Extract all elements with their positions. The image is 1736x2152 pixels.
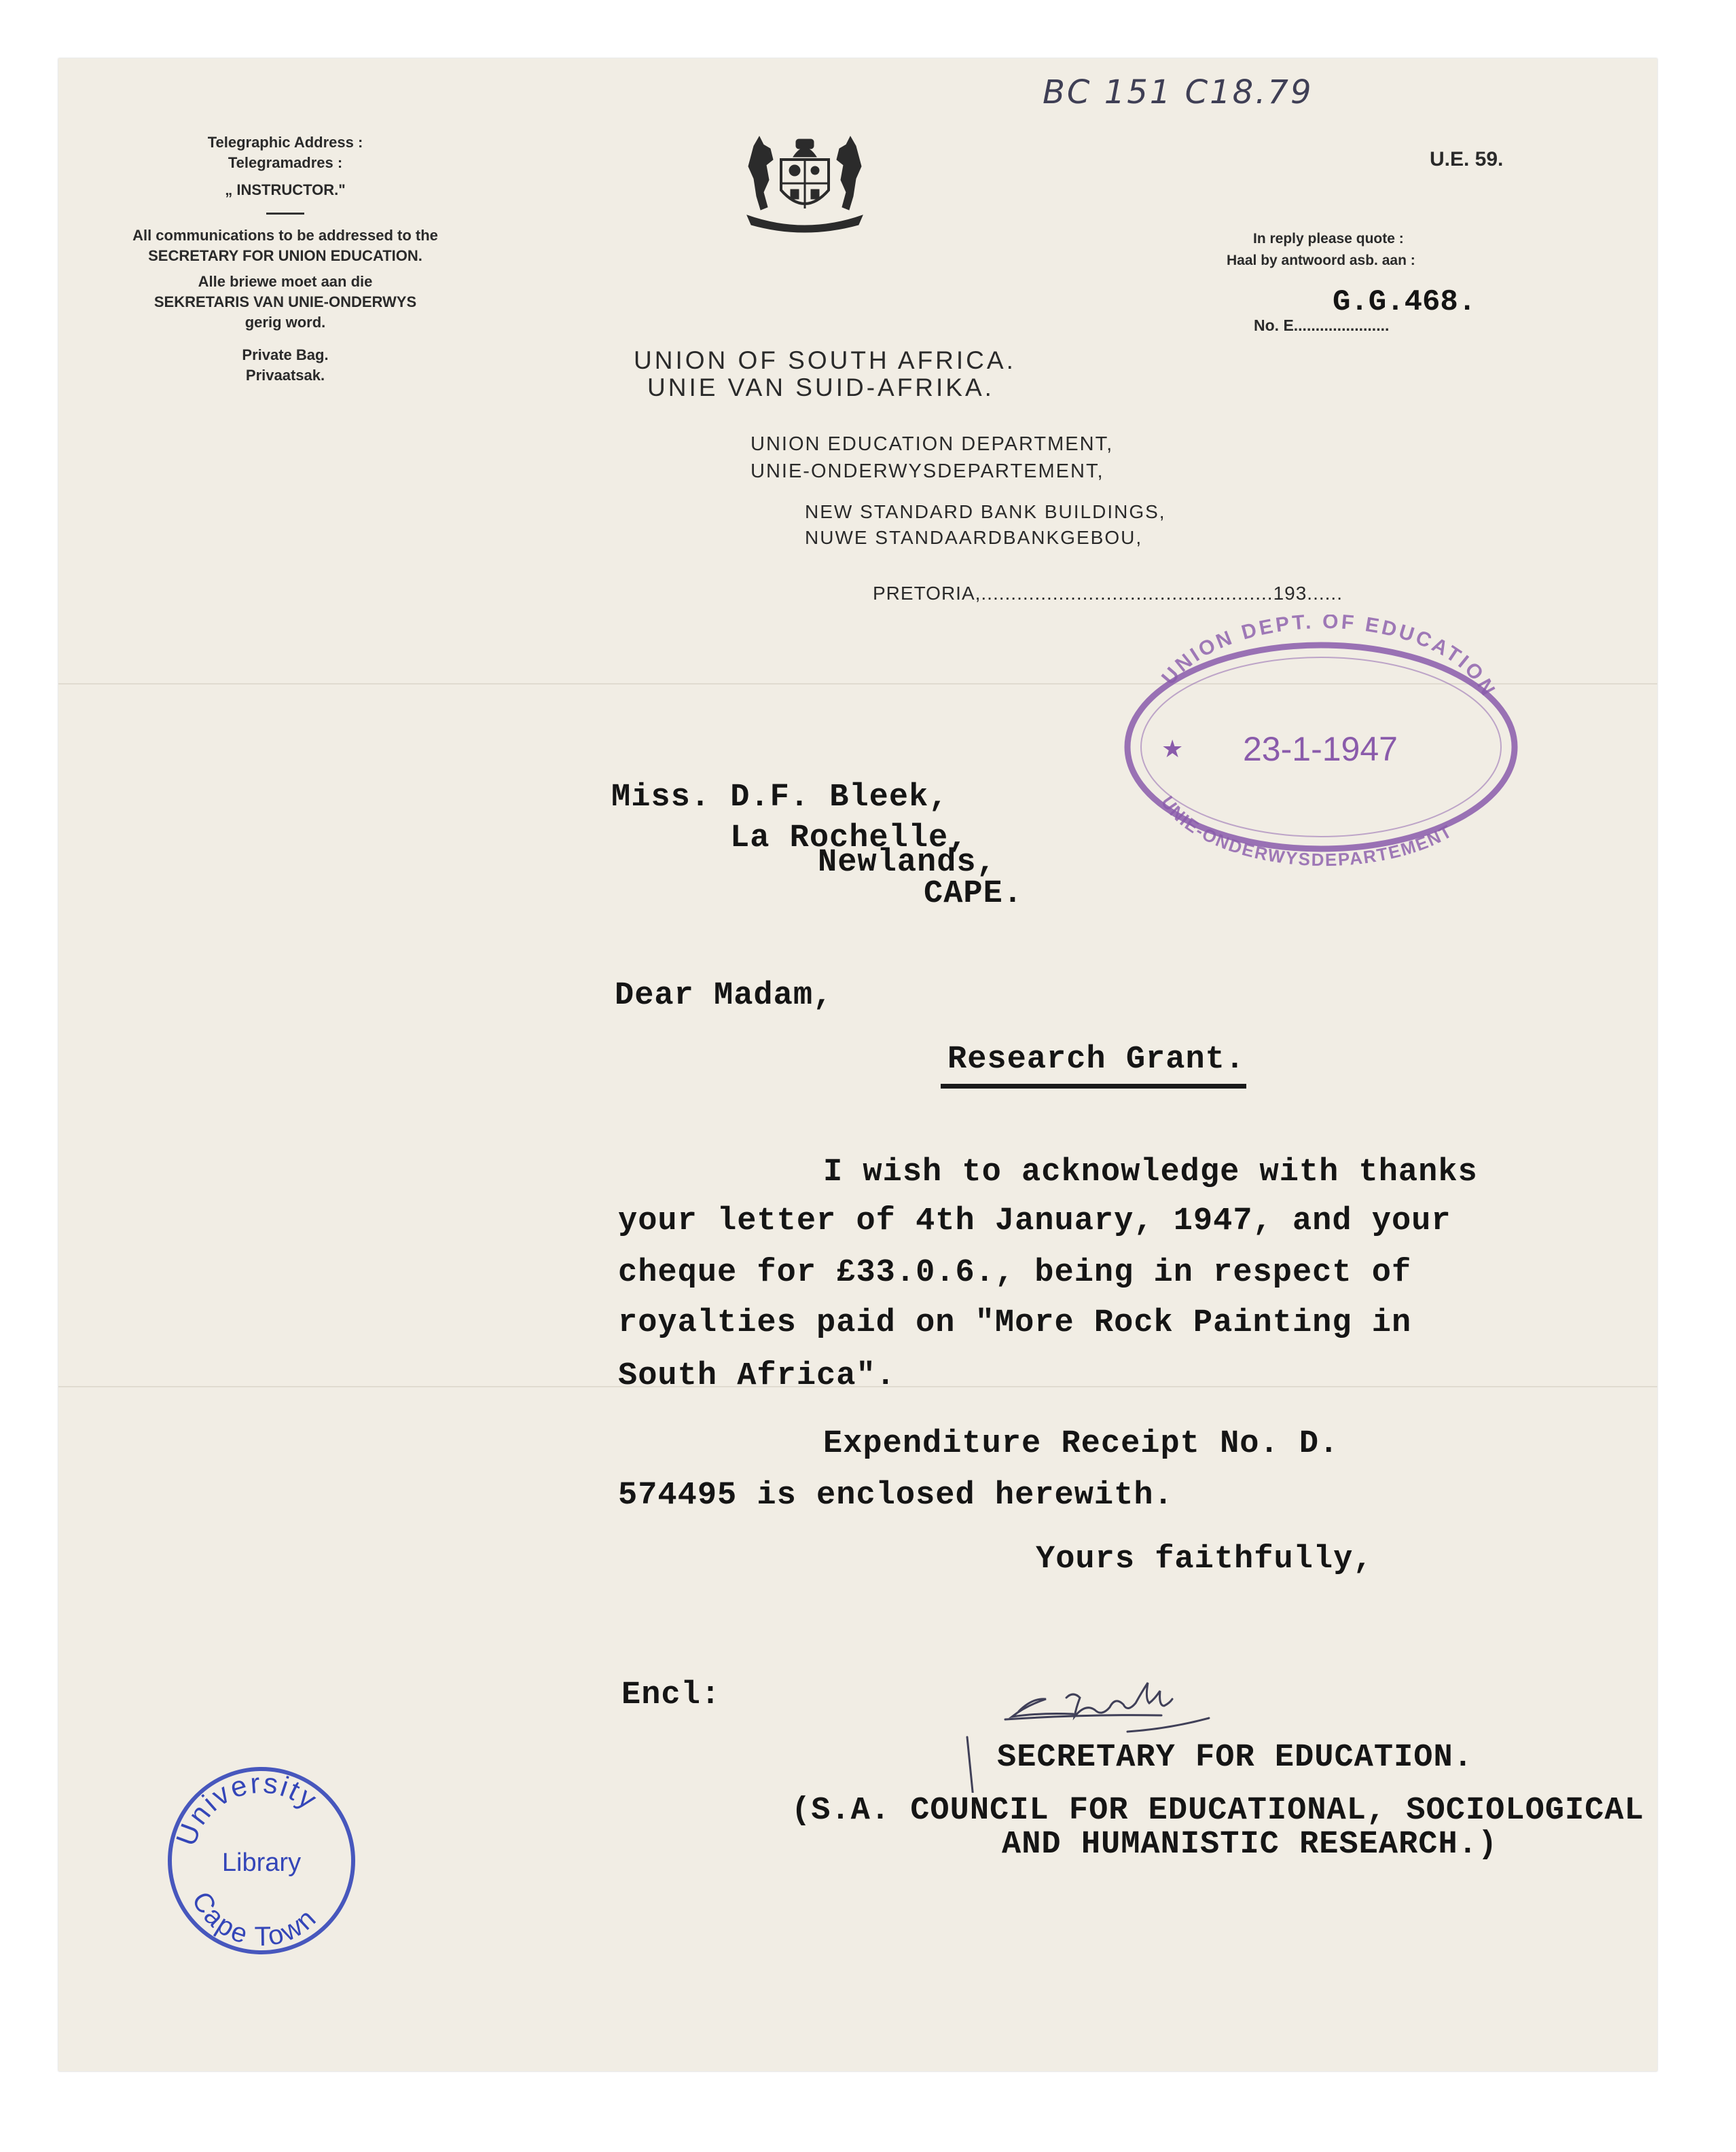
body-line: cheque for £33.0.6., being in respect of (618, 1255, 1412, 1291)
body-line: I wish to acknowledge with thanks (823, 1154, 1478, 1190)
library-stamp-top: University (169, 1766, 325, 1850)
telegramadres-label: Telegramadres : (228, 154, 343, 171)
archive-reference: BC 151 C18.79 (1043, 73, 1314, 111)
stamp-top-text: UNION DEPT. OF EDUCATION (1157, 615, 1501, 701)
library-stamp-middle: Library (221, 1848, 302, 1877)
body-line: Expenditure Receipt No. D. (823, 1426, 1339, 1462)
addressee-line-1: Miss. D.F. Bleek, (611, 780, 949, 816)
closing: Yours faithfully, (1036, 1542, 1373, 1577)
enclosure-label: Encl: (621, 1677, 721, 1713)
number-line: No. E...................... (1254, 316, 1390, 334)
telegraphic-address-block (95, 132, 475, 386)
body-line: South Africa". (618, 1358, 896, 1394)
union-title-af: UNIE VAN SUID-AFRIKA. (647, 373, 994, 401)
date-stamp (1080, 615, 1555, 873)
communications-en-line: All communications to be addressed to the (132, 227, 438, 244)
department-name-af: UNIE-ONDERWYSDEPARTEMENT, (751, 460, 1104, 482)
body-line: royalties paid on "More Rock Painting in (618, 1305, 1412, 1341)
library-stamp-bottom: Cape Town (185, 1886, 323, 1952)
communications-af-line: SEKRETARIS VAN UNIE-ONDERWYS (153, 293, 417, 310)
building-name-en: NEW STANDARD BANK BUILDINGS, (805, 501, 1166, 522)
svg-text:University (170, 1767, 325, 1850)
private-bag-af: Privaatsak. (245, 367, 325, 384)
divider (266, 213, 304, 215)
stamp-date: 23-1-1947 (1243, 730, 1398, 768)
reply-quote-en: In reply please quote : (1253, 231, 1404, 247)
communications-en-line: SECRETARY FOR UNION EDUCATION. (148, 247, 422, 264)
reference-number: G.G.468. (1333, 285, 1477, 319)
addressee-line-3: Newlands, (818, 845, 996, 881)
stamp-star-icon: ★ (1161, 735, 1184, 763)
subject-line: Research Grant. (947, 1042, 1246, 1078)
addressee-line-4: CAPE. (924, 876, 1024, 912)
council-name-line-1: (S.A. COUNCIL FOR EDUCATIONAL, SOCIOLOGICAL (791, 1793, 1644, 1829)
body-line: 574495 is enclosed herewith. (618, 1478, 1174, 1514)
form-number: U.E. 59. (1430, 148, 1504, 170)
coat-of-arms-icon (734, 132, 876, 234)
addressee-line-2: La Rochelle, (730, 820, 969, 856)
building-name-af: NUWE STANDAARDBANKGEBOU, (805, 527, 1143, 548)
council-name-line-2: AND HUMANISTIC RESEARCH.) (1002, 1827, 1498, 1863)
private-bag-en: Private Bag. (242, 346, 329, 363)
library-stamp (146, 1745, 377, 1976)
stamp-bottom-text: UNIE-ONDERWYSDEPARTEMENT (1157, 792, 1456, 871)
cable-name: „ INSTRUCTOR." (225, 181, 346, 198)
communications-af-line: gerig word. (245, 314, 326, 331)
department-name-en: UNION EDUCATION DEPARTMENT, (751, 433, 1114, 455)
telegraphic-address-label: Telegraphic Address : (207, 134, 363, 151)
subject-underline (941, 1084, 1246, 1089)
union-title-en: UNION OF SOUTH AFRICA. (634, 346, 1016, 374)
reply-quote-af: Haal by antwoord asb. aan : (1227, 253, 1415, 268)
communications-af-line: Alle briewe moet aan die (198, 273, 373, 290)
place-date-line: PRETORIA,.................................................193...... (873, 583, 1343, 604)
signatory-title: SECRETARY FOR EDUCATION. (997, 1740, 1473, 1776)
body-line: your letter of 4th January, 1947, and your (618, 1203, 1451, 1239)
svg-text:UNIE-ONDERWYSDEPARTEMENT (1157, 792, 1456, 870)
salutation: Dear Madam, (615, 978, 833, 1014)
